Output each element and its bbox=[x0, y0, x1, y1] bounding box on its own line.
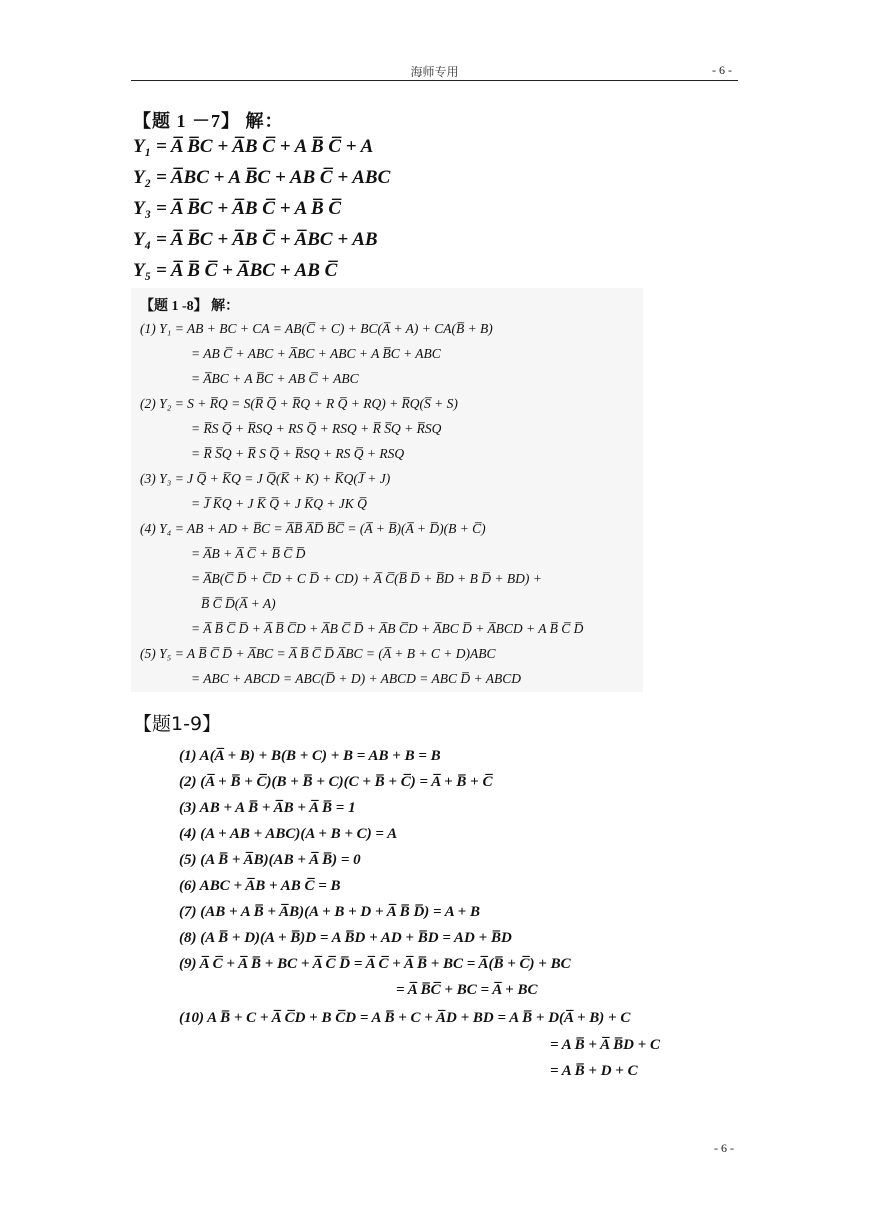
problem-1-8-heading: 【题 1 -8】 解： bbox=[140, 299, 240, 314]
header-rule bbox=[131, 80, 738, 81]
header-title: 海师专用 bbox=[410, 65, 459, 79]
equation-line: = A̅B + A̅ C̅ + B̅ C̅ D̅ bbox=[191, 546, 306, 561]
equation-line: (10) A B̅ + C + A̅ C̅D + B C̅D = A B̅ + C + A̅D + BD = A B̅ + D(A̅ + B) + C bbox=[179, 1010, 631, 1026]
equation-line: (1) Y₁ = AB + BC + CA = AB(C̅ + C) + BC(A̅ + A) + CA(B̅ + B) bbox=[140, 321, 493, 336]
equation-line: (2) Y₂ = S + R̅Q = S(R̅ Q̅ + R̅Q + R Q̅ + RQ) + R̅Q(S̅ + S) bbox=[140, 396, 458, 411]
equation-line: (9) A̅ C̅ + A̅ B̅ + BC + A̅ C̅ D̅ = A̅ C̅ + A̅ B̅ + BC = A̅(B̅ + C̅) + BC bbox=[179, 956, 571, 972]
equation-line: (1) A(A̅ + B) + B(B + C) + B = AB + B = B bbox=[179, 748, 441, 764]
equation-line: (4) Y₄ = AB + AD + B̅C = A̅B̅ A̅D̅ B̅C̅ = (A̅ + B̅)(A̅ + D̅)(B + C̅) bbox=[140, 521, 486, 536]
equation-line: Y₅ = A̅ B̅ C̅ + A̅BC + AB C̅ bbox=[133, 260, 338, 281]
equation-line: (2) (A̅ + B̅ + C̅)(B + B̅ + C)(C + B̅ + C̅) = A̅ + B̅ + C̅ bbox=[179, 774, 493, 790]
equation-line: = A̅ B̅C̅ + BC = A̅ + BC bbox=[396, 982, 538, 998]
equation-line: = A B̅ + A̅ B̅D + C bbox=[550, 1037, 660, 1053]
header-page-number: - 6 - bbox=[712, 63, 732, 77]
problem-1-9-block bbox=[131, 705, 731, 1090]
equation-line: (8) (A B̅ + D)(A + B̅)D = A B̅D + AD + B̅D = AD + B̅D bbox=[179, 930, 512, 946]
equation-line: B̅ C̅ D̅(A̅ + A) bbox=[201, 596, 276, 611]
equation-line: Y₃ = A̅ B̅C + A̅B C̅ + A B̅ C̅ bbox=[133, 198, 342, 219]
equation-line: (5) (A B̅ + A̅B)(AB + A̅ B̅) = 0 bbox=[179, 852, 361, 868]
equation-line: = R̅ S̅Q + R̅ S Q̅ + R̅SQ + RS Q̅ + RSQ bbox=[191, 446, 405, 461]
equation-line: = A B̅ + D + C bbox=[550, 1063, 638, 1079]
equation-line: Y₂ = A̅BC + A B̅C + AB C̅ + ABC bbox=[133, 167, 391, 188]
equation-line: (3) Y₃ = J Q̅ + K̅Q = J Q̅(K̅ + K) + K̅Q(J̅ + J) bbox=[140, 471, 391, 486]
equation-line: (3) AB + A B̅ + A̅B + A̅ B̅ = 1 bbox=[179, 800, 356, 816]
equation-line: (7) (AB + A B̅ + A̅B)(A + B + D + A̅ B̅ D̅) = A + B bbox=[179, 904, 480, 920]
problem-1-7-heading: 【题 1 －7】 解： bbox=[133, 111, 284, 131]
equation-line: = A̅B(C̅ D̅ + C̅D + C D̅ + CD) + A̅ C̅(B̅ D̅ + B̅D + B D̅ + BD) + bbox=[191, 571, 542, 586]
equation-line: Y₁ = A̅ B̅C + A̅B C̅ + A B̅ C̅ + A bbox=[133, 136, 374, 157]
problem-1-9-heading: 【题1-9】 bbox=[133, 713, 222, 735]
equation-line: (6) ABC + A̅B + AB C̅ = B bbox=[179, 878, 341, 894]
equation-line: = AB C̅ + ABC + A̅BC + ABC + A B̅C + ABC bbox=[191, 346, 441, 361]
equation-line: = A̅BC + A B̅C + AB C̅ + ABC bbox=[191, 371, 359, 386]
equation-line: (4) (A + AB + ABC)(A + B + C) = A bbox=[179, 826, 398, 842]
problem-1-7-block bbox=[131, 103, 440, 285]
equation-line: = R̅S Q̅ + R̅SQ + RS Q̅ + RSQ + R̅ S̅Q + R̅SQ bbox=[191, 421, 442, 436]
equation-line: (5) Y₅ = A B̅ C̅ D̅ + A̅BC = A̅ B̅ C̅ D̅ A̅BC = (A̅ + B + C + D)ABC bbox=[140, 646, 496, 661]
equation-line: = A̅ B̅ C̅ D̅ + A̅ B̅ C̅D + A̅B C̅ D̅ + A̅B C̅D + A̅BC D̅ + A̅BCD + A B̅ C̅ D̅ bbox=[191, 621, 584, 636]
equation-line: Y₄ = A̅ B̅C + A̅B C̅ + A̅BC + AB bbox=[133, 229, 378, 250]
footer-page-number: - 6 - bbox=[714, 1141, 734, 1155]
equation-line: = ABC + ABCD = ABC(D̅ + D) + ABCD = ABC D̅ + ABCD bbox=[191, 671, 522, 686]
equation-line: = J̅ K̅Q + J K̅ Q̅ + J K̅Q + JK Q̅ bbox=[191, 496, 367, 511]
problem-1-8-block bbox=[131, 288, 643, 692]
